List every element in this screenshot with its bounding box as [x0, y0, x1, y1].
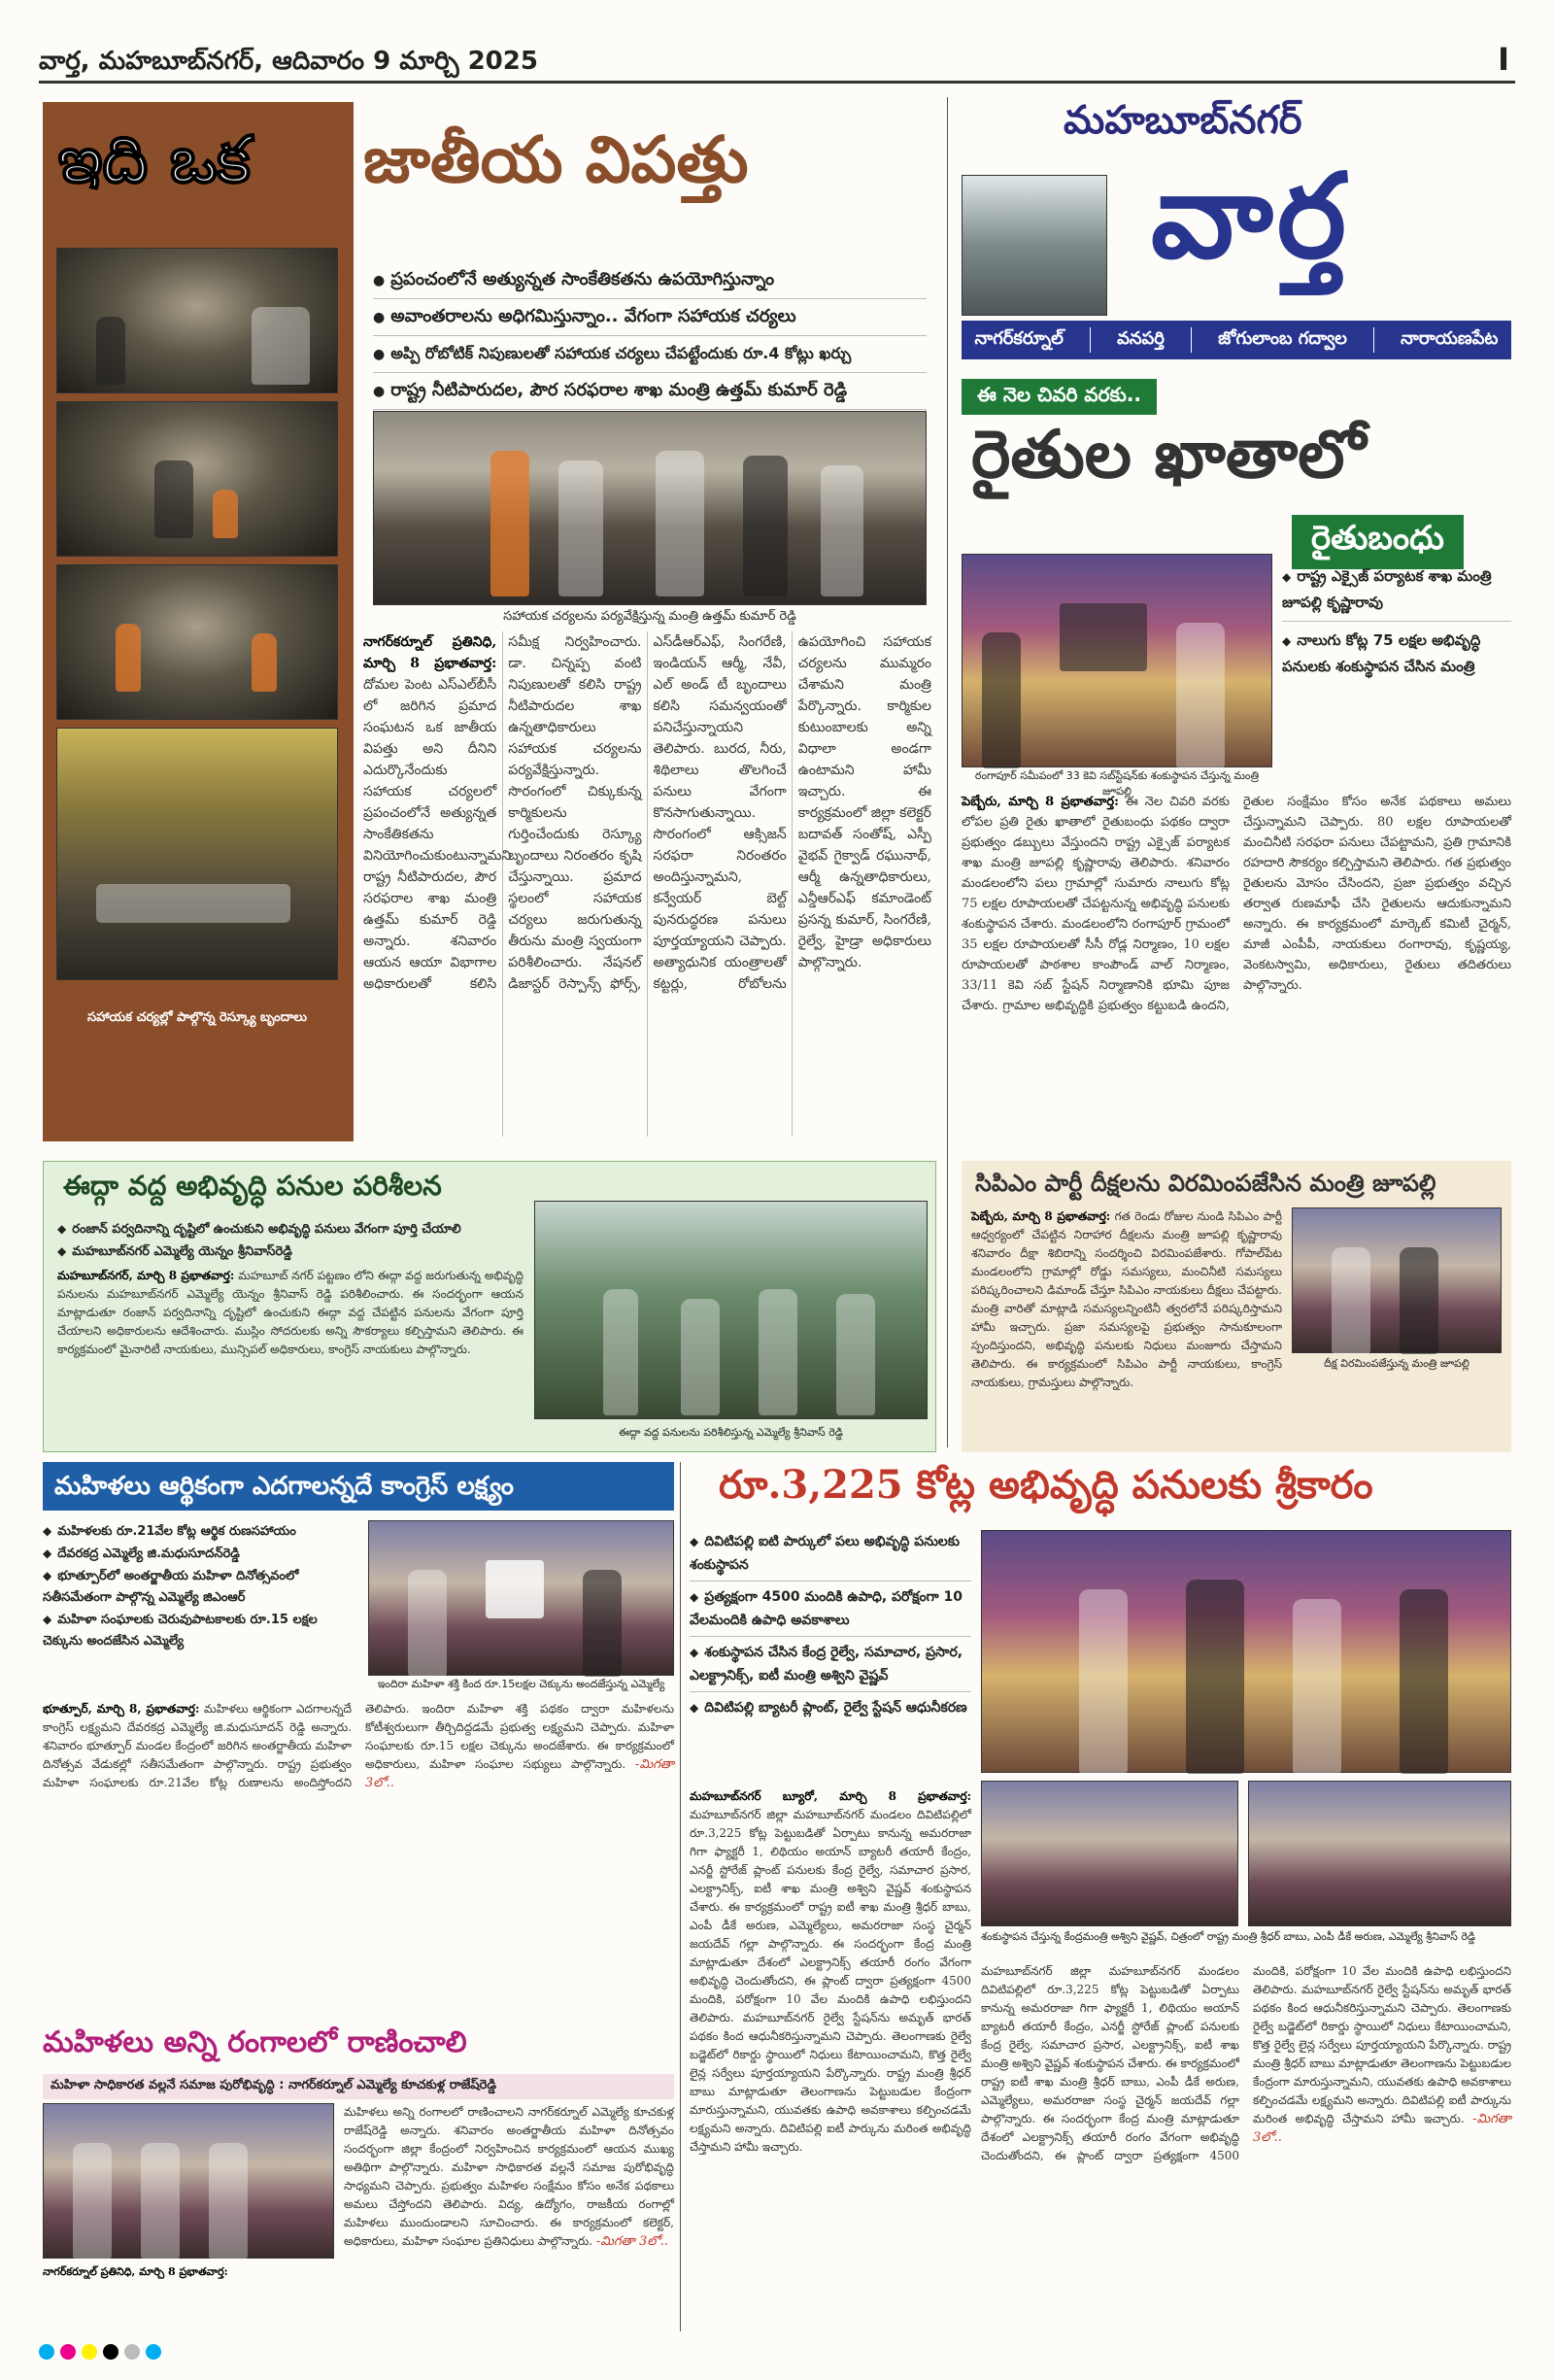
lead-bullet: ● అవాంతరాలను అధిగమిస్తున్నాం.. వేగంగా సహాయక చర్యలు: [373, 299, 927, 336]
women2-body: [43, 2263, 334, 2331]
cpm-photo-caption: దీక్ష విరమింపజేస్తున్న మంత్రి జూపల్లి: [1324, 1357, 1470, 1370]
tunnel-photo-3: [56, 564, 338, 720]
cpm-headline: సిపిఎం పార్టీ దీక్షలను విరమింపజేసిన మంత్రి జూపల్లి: [975, 1169, 1436, 1197]
women-headline: మహిళలు ఆర్థికంగా ఎదగాలన్నదే కాంగ్రెస్ లక్ష్యం: [43, 1462, 674, 1511]
rail-bullet: ◆ దివిటిపల్లి ఐటి పార్కులో పలు అభివృద్ధి పనులకు శంకుస్థాపన: [690, 1530, 971, 1581]
rail-sub-photo-1: [981, 1781, 1238, 1926]
rail-body-right: [981, 1962, 1511, 2327]
lead-story: [43, 102, 936, 1141]
rythu-body-text: ఈ నెల చివరి వరకు లోపల ప్రతి రైతు ఖాతాలో రైతుబంధు పథకం ద్వారా ప్రభుత్వం డబ్బులు వేస్తుందని రాష్ట్ర ఎక్సైజ్ పర్యాటక శాఖ మంత్రి జూపల్లి కృష్ణారావు తెలిపారు. శనివారం మండలంలోని పలు గ్రామాల్లో సుమారు నాలుగు కోట్ల 75 లక్షల రూపాయలతో చేపట్టనున్న అభివృద్ధి పనులకు శంకుస్థాపన చేశారు. మండలంలోని రంగాపూర్ గ్రామంలో 35 లక్షల రూపాయలతో సీసీ రోడ్ల నిర్మాణం, 10 లక్షల రూపాయలతో పాఠశాల కాంపౌండ్ వాల్ నిర్మాణం, 33/11 కెవి సబ్ స్టేషన్ నిర్మాణానికి భూమి పూజ చేశారు. గ్రామాల అభివృద్ధికి ప్రభుత్వం కట్టుబడి ఉందని, రైతుల సంక్షేమం కోసం అనేక పథకాలు అమలు చేస్తున్నామని చెప్పారు. 80 లక్షల రూపాయలతో మంచినీటి సరఫరా పనులు చేపట్టామని, ప్రతి గ్రామానికి రహదారి సౌకర్యం కల్పిస్తామని తెలిపారు. గత ప్రభుత్వం రైతులను మోసం చేసిందని, ప్రజా ప్రభుత్వం వచ్చిన తర్వాత రుణమాఫీ చేసి రైతులను ఆదుకున్నామని అన్నారు. ఈ కార్యక్రమంలో మార్కెట్ కమిటీ చైర్మన్, మాజీ ఎంపీపీ, నాయకులు రంగారావు, కృష్ణయ్య, వెంకటస్వామి, అధికారులు, రైతులు తదితరులు పాల్గొన్నారు.: [962, 795, 1511, 1013]
rythu-bullets: [1282, 563, 1511, 679]
women2-headline: మహిళలు అన్ని రంగాలలో రాణించాలి: [43, 2025, 467, 2059]
women2-body-cols: [344, 2103, 674, 2331]
women-photo-caption: ఇందిరా మహిళా శక్తి కింద రూ.15లక్షల చెక్కును అందజేస్తున్న ఎమ్మెల్యే: [377, 1678, 665, 1690]
eidgah-photo-caption: ఈద్గా వద్ద పనులను పరిశీలిస్తున్న ఎమ్మెల్యే శ్రీనివాస్ రెడ్డి: [619, 1426, 843, 1439]
lead-photo-caption: సహాయక చర్యలను పర్యవేక్షిస్తున్న మంత్రి ఉత్తమ్ కుమార్ రెడ్డి: [503, 609, 796, 624]
dam-photo: [962, 175, 1107, 316]
rail-main-photo: [981, 1530, 1511, 1773]
rail-bullets: [690, 1530, 971, 1719]
eidgah-body-text: మహబూబ్ నగర్ పట్టణం లోని ఈద్గా వద్ద జరుగుతున్న అభివృద్ధి పనులను మహబూబ్‌నగర్ ఎమ్మెల్యే యెన్నం శ్రీనివాస్ రెడ్డి పరిశీలించారు. ఈ సందర్భంగా ఆయన మాట్లాడుతూ రంజాన్ పర్వదినాన్ని దృష్టిలో ఉంచుకుని ఈద్గా వద్ద చేపట్టిన పనులను వేగంగా పూర్తి చేయాలని అధికారులను ఆదేశించారు. ముస్లిం సోదరులకు అన్ని సౌకర్యాలు కల్పిస్తామని తెలిపారు. ఈ కార్యక్రమంలో మైనారిటీ నాయకులు, మున్సిపల్ అధికారులు, కాంగ్రెస్ నాయకులు పాల్గొన్నారు.: [57, 1269, 524, 1356]
district-item: నాగర్‌కర్నూల్: [974, 327, 1064, 349]
women2-sub: మహిళా సాధికారత వల్లనే సమాజ పురోభివృద్ధి : నాగర్‌కర్నూల్ ఎమ్మెల్యే కూచకుళ్ల రాజేష్‌రెడ్డి: [43, 2074, 674, 2099]
rythu-bullet: ◆ రాష్ట్ర ఎక్సైజ్ పర్యాటక శాఖ మంత్రి జూపల్లి కృష్ణారావు: [1282, 563, 1511, 622]
eidgah-bullet: ◆ రంజాన్ పర్వదినాన్ని దృష్టిలో ఉంచుకుని అభివృద్ధి పనులు వేగంగా పూర్తి చేయాలి: [57, 1218, 524, 1241]
lead-main-photo: [373, 411, 927, 605]
lead-body: [363, 631, 931, 1137]
divider: [680, 1462, 681, 2331]
rail-body-left: [690, 1787, 971, 2327]
women-more: -మిగతా 3లో..: [365, 1757, 674, 1790]
rythu-story: [962, 379, 1511, 1146]
rail-photo-caption: శంకుస్థాపన చేస్తున్న కేంద్రమంత్రి అశ్విని వైష్ణవ్, చిత్రంలో రాష్ట్ర మంత్రి శ్రీధర్ బాబు, ఎంపీ డీకే అరుణ, ఎమ్మెల్యే శ్రీనివాస్ రెడ్డి: [981, 1930, 1475, 1943]
rail-bullet: ◆ దివిటిపల్లి బ్యాటరీ ప్లాంట్, రైల్వే స్టేషన్ ఆధునీకరణ: [690, 1696, 971, 1719]
left-photo-caption: సహాయక చర్యల్లో పాల్గొన్న రెస్క్యూ బృందాలు: [87, 1010, 307, 1025]
lead-bullet: ● అప్పి రోబోటిక్ నిపుణులతో సహాయక చర్యలు చేపట్టేందుకు రూ.4 కోట్లు ఖర్చు: [373, 336, 927, 373]
eidgah-box: [43, 1161, 936, 1452]
rail-body-text: మహబూబ్‌నగర్ జిల్లా మహబూబ్‌నగర్ మండలం దివిటిపల్లిలో రూ.3,225 కోట్ల పెట్టుబడితో ఏర్పాటు కానున్న అమరరాజా గిగా ఫ్యాక్టరీ 1, లిథియం అయాన్ బ్యాటరీ తయారీ కేంద్రం, ఎనర్జీ స్టోరేజ్ ప్లాంట్ పనులకు కేంద్ర రైల్వే, సమాచార ప్రసార, ఎలక్ట్రానిక్స్, ఐటీ శాఖ మంత్రి అశ్విని వైష్ణవ్ శంకుస్థాపన చేశారు. ఈ కార్యక్రమంలో రాష్ట్ర ఐటీ శాఖ మంత్రి శ్రీధర్ బాబు, ఎంపీ డీకే అరుణ, ఎమ్మెల్యేలు, అమరరాజా సంస్థ చైర్మన్ జయదేవ్ గల్లా పాల్గొన్నారు. ఈ సందర్భంగా కేంద్ర మంత్రి మాట్లాడుతూ దేశంలో ఎలక్ట్రానిక్స్ తయారీ రంగం వేగంగా అభివృద్ధి చెందుతోందని, ఈ ప్లాంట్ ద్వారా ప్రత్యక్షంగా 4500 మందికి, పరోక్షంగా 10 వేల మందికి ఉపాధి లభిస్తుందని తెలిపారు. మహబూబ్‌నగర్ రైల్వే స్టేషన్‌ను అమృత్ భారత్ పథకం కింద ఆధునీకరిస్తున్నామని చెప్పారు. తెలంగాణకు రైల్వే బడ్జెట్‌లో రికార్డు స్థాయిలో నిధులు కేటాయించామని, కొత్త రైల్వే లైన్ల సర్వేలు పూర్తయ్యాయని పేర్కొన్నారు. రాష్ట్ర మంత్రి శ్రీధర్ బాబు మాట్లాడుతూ తెలంగాణను పెట్టుబడుల కేంద్రంగా మారుస్తున్నామని, యువతకు ఉపాధి అవకాశాలు కల్పించడమే లక్ష్యమని అన్నారు. దివిటిపల్లి ఐటీ పార్కును మరింత అభివృద్ధి చేస్తామని హామీ ఇచ్చారు.: [690, 1808, 971, 2154]
tunnel-photo-2: [56, 401, 338, 557]
rythu-photo: [962, 554, 1272, 767]
rythu-headline: రైతుల ఖాతాలో: [971, 416, 1367, 493]
women2-story: [43, 2025, 674, 2331]
women2-byline: నాగర్‌కర్నూల్ ప్రతినిధి, మార్చి 8 ప్రభాతవార్త:: [43, 2265, 228, 2278]
women-bullet: ◆ మహిళా సంఘాలకు చెరువుపాటకాలకు రూ.15 లక్షల చెక్కును అందజేసిన ఎమ్మెల్యే: [43, 1609, 354, 1652]
eidgah-photo: [534, 1201, 928, 1419]
women-story: [43, 1462, 674, 2016]
lead-body-text: దోమల పెంట ఎస్ఎల్‌బీసీ లో జరిగిన ప్రమాద సంఘటన ఒక జాతీయ విపత్తు అని దీనిని ఎదుర్కొనేందుకు సహాయక చర్యలలో ప్రపంచంలోనే అత్యున్నత సాంకేతికతను వినియోగించుకుంటున్నామని రాష్ట్ర నీటిపారుదల, పౌర సరఫరాల శాఖ మంత్రి ఉత్తమ్ కుమార్ రెడ్డి అన్నారు. శనివారం ఆయన ఆయా విభాగాల అధికారులతో కలిసి సమీక్ష నిర్వహించారు. డా. చిన్నప్ప వంటి నిపుణులతో కలిసి రాష్ట్ర నీటిపారుదల శాఖ ఉన్నతాధికారులు సహాయక చర్యలను పర్యవేక్షిస్తున్నారు. సొరంగంలో చిక్కుకున్న కార్మికులను గుర్తించేందుకు రెస్క్యూ బృందాలు నిరంతరం కృషి చేస్తున్నాయి. ప్రమాద స్థలంలో సహాయక చర్యలు జరుగుతున్న తీరును మంత్రి స్వయంగా పరిశీలించారు. నేషనల్ డిజాస్టర్ రెస్పాన్స్ ఫోర్స్, ఎస్‌డీఆర్ఎఫ్, సింగరేణి, ఇండియన్ ఆర్మీ, నేవీ, ఎల్ అండ్ టీ బృందాలు కలిసి సమన్వయంతో పనిచేస్తున్నాయని తెలిపారు. బురద, నీరు, శిథిలాలు తొలగించే పనులు వేగంగా కొనసాగుతున్నాయి. సొరంగంలో ఆక్సిజన్ సరఫరా నిరంతరం అందిస్తున్నామని, కన్వేయర్ బెల్ట్ పునరుద్ధరణ పనులు పూర్తయ్యాయని చెప్పారు. అత్యాధునిక యంత్రాలతో కట్టర్లు, రోబోలను ఉపయోగించి సహాయక చర్యలను ముమ్మరం చేశామని మంత్రి పేర్కొన్నారు. కార్మికుల కుటుంబాలకు అన్ని విధాలా అండగా ఉంటామని హామీ ఇచ్చారు. ఈ కార్యక్రమంలో జిల్లా కలెక్టర్ బదావత్ సంతోష్, ఎస్పీ వైభవ్ గైక్వాడ్ రఘునాథ్, ఆర్మీ ఉన్నతాధికారులు, ఎన్డీఆర్ఎఫ్ కమాండెంట్ ప్రసన్న కుమార్, సింగరేణి, రైల్వే, హైడ్రా అధికారులు పాల్గొన్నారు.: [363, 634, 931, 992]
dateline: వార్త, మహబూబ్‌నగర్, ఆదివారం 9 మార్చి 2025: [39, 47, 538, 76]
women-bullet: ◆ మహిళలకు రూ.21వేల కోట్ల ఆర్థిక రుణసహాయం: [43, 1520, 354, 1543]
district-item: నారాయణపేట: [1401, 327, 1499, 349]
masthead: [962, 97, 1511, 361]
district-item: వనపర్తి: [1117, 327, 1165, 349]
cpm-body-text: గత రెండు రోజుల నుండి సిపిఎం పార్టీ ఆధ్వర్యంలో చేపట్టిన నిరాహార దీక్షలను మంత్రి జూపల్లి కృష్ణారావు శనివారం దీక్షా శిబిరాన్ని సందర్శించి విరమింపజేశారు. గోపాల్‌పేట మండలంలోని గ్రామాల్లో రోడ్డు సమస్యలు, మంచినీటి సమస్యలు పరిష్కరించాలని డిమాండ్ చేస్తూ సిపిఎం నాయకులు దీక్షలు చేపట్టారు. మంత్రి వారితో మాట్లాడి సమస్యలన్నింటినీ త్వరలోనే పరిష్కరిస్తామని హామీ ఇచ్చారు. ప్రజా సమస్యలపై ప్రభుత్వం సానుకూలంగా స్పందిస్తుందని, అభివృద్ధి పనులకు నిధులు మంజూరు చేస్తామని తెలిపారు. ఈ కార్యక్రమంలో సిపిఎం పార్టీ నాయకులు, కాంగ్రెస్ నాయకులు, గ్రామస్తులు పాల్గొన్నారు.: [971, 1209, 1282, 1389]
lead-byline: నాగర్‌కర్నూల్ ప్రతినిధి, మార్చి 8 ప్రభాతవార్త:: [363, 634, 497, 671]
cpm-box: [962, 1161, 1511, 1452]
women2-photo: [43, 2103, 334, 2259]
lead-bullets: [373, 262, 927, 410]
registration-marks: [39, 2341, 1515, 2361]
eidgah-byline: మహబూబ్‌నగర్, మార్చి 8 ప్రభాతవార్త:: [57, 1269, 235, 1282]
rythu-tag: రైతుబంధు: [1292, 515, 1464, 569]
lead-headline-part1: ఇది ఒక: [58, 121, 251, 197]
women-body: [43, 1700, 674, 1987]
women-bullets: [43, 1520, 354, 1652]
cpm-byline: పెబ్బేరు, మార్చి 8 ప్రభాతవార్త:: [971, 1209, 1111, 1223]
rythu-bullet: ◆ నాలుగు కోట్ల 75 లక్షల అభివృద్ధి పనులకు శంకుస్థాపన చేసిన మంత్రి: [1282, 628, 1511, 679]
lead-bullet: ● ప్రపంచంలోనే అత్యున్నత సాంకేతికతను ఉపయోగిస్తున్నాం: [373, 262, 927, 299]
divider: [947, 97, 948, 1447]
cpm-photo: [1292, 1207, 1502, 1353]
masthead-city: మహబూబ్‌నగర్: [1064, 97, 1302, 143]
district-strip: [962, 321, 1511, 359]
rail-headline: రూ.3,225 కోట్ల అభివృద్ధి పనులకు శ్రీకారం: [719, 1462, 1373, 1508]
rythu-byline: పెబ్బేరు, మార్చి 8 ప్రభాతవార్త:: [962, 795, 1119, 809]
eidgah-bullets: [57, 1218, 524, 1263]
rythu-photo-caption: రంగాపూర్ సమీపంలో 33 కెవి సబ్‌స్టేషన్‌కు శంకుస్థాపన చేస్తున్న మంత్రి జూపల్లి: [974, 769, 1260, 798]
tunnel-photo-1: [56, 248, 338, 393]
women-photo: [368, 1520, 674, 1676]
page-header: [39, 39, 1515, 84]
eidgah-body: [57, 1267, 524, 1442]
rail-bullet: ◆ శంకుస్థాపన చేసిన కేంద్ర రైల్వే, సమాచార, ప్రసార, ఎలక్ట్రానిక్స్, ఐటీ మంత్రి అశ్విని వైష్ణవ్: [690, 1641, 971, 1692]
rail-sub-photo-2: [1248, 1781, 1511, 1926]
women-byline: భూత్పూర్, మార్చి 8, ప్రభాతవార్త:: [43, 1702, 200, 1716]
tunnel-photo-4: [56, 728, 338, 980]
rail-more: -మిగతా 3లో..: [1253, 2112, 1511, 2145]
eidgah-bullet: ◆ మహబూబ్‌నగర్ ఎమ్మెల్యే యెన్నం శ్రీనివాస్‌రెడ్డి: [57, 1241, 524, 1263]
district-item: జోగులాంబ గద్వాల: [1218, 327, 1347, 349]
rail-story: [690, 1462, 1511, 2331]
cpm-body: [971, 1207, 1282, 1389]
rail-byline: మహబూబ్‌నగర్ బ్యూరో, మార్చి 8 ప్రభాతవార్త:: [690, 1789, 971, 1803]
women2-body-text: మహిళలు అన్ని రంగాలలో రాణించాలని నాగర్‌కర్నూల్ ఎమ్మెల్యే కూచకుళ్ల రాజేష్‌రెడ్డి అన్నారు. శనివారం అంతర్జాతీయ మహిళా దినోత్సవం సందర్భంగా జిల్లా కేంద్రంలో నిర్వహించిన కార్యక్రమంలో ఆయన ముఖ్య అతిథిగా పాల్గొన్నారు. మహిళా సాధికారత వల్లనే సమాజ పురోభివృద్ధి సాధ్యమని చెప్పారు. ప్రభుత్వం మహిళల సంక్షేమం కోసం అనేక పథకాలు అమలు చేస్తోందని తెలిపారు. విద్య, ఉద్యోగం, రాజకీయ రంగాల్లో మహిళలు ముందుండాలని సూచించారు. ఈ కార్యక్రమంలో కలెక్టర్, అధికారులు, మహిళా సంఘాల ప్రతినిధులు పాల్గొన్నారు.: [344, 2105, 674, 2248]
page-number: I: [1498, 41, 1509, 78]
rail-body-text-cont: మహబూబ్‌నగర్ జిల్లా మహబూబ్‌నగర్ మండలం దివిటిపల్లిలో రూ.3,225 కోట్ల పెట్టుబడితో ఏర్పాటు కానున్న అమరరాజా గిగా ఫ్యాక్టరీ 1, లిథియం అయాన్ బ్యాటరీ తయారీ కేంద్రం, ఎనర్జీ స్టోరేజ్ ప్లాంట్ పనులకు కేంద్ర రైల్వే, సమాచార ప్రసార, ఎలక్ట్రానిక్స్, ఐటీ శాఖ మంత్రి అశ్విని వైష్ణవ్ శంకుస్థాపన చేశారు. ఈ కార్యక్రమంలో రాష్ట్ర ఐటీ శాఖ మంత్రి శ్రీధర్ బాబు, ఎంపీ డీకే అరుణ, ఎమ్మెల్యేలు, అమరరాజా సంస్థ చైర్మన్ జయదేవ్ గల్లా పాల్గొన్నారు. ఈ సందర్భంగా కేంద్ర మంత్రి మాట్లాడుతూ దేశంలో ఎలక్ట్రానిక్స్ తయారీ రంగం వేగంగా అభివృద్ధి చెందుతోందని, ఈ ప్లాంట్ ద్వారా ప్రత్యక్షంగా 4500 మందికి, పరోక్షంగా 10 వేల మందికి ఉపాధి లభిస్తుందని తెలిపారు. మహబూబ్‌నగర్ రైల్వే స్టేషన్‌ను అమృత్ భారత్ పథకం కింద ఆధునీకరిస్తున్నామని చెప్పారు. తెలంగాణకు రైల్వే బడ్జెట్‌లో రికార్డు స్థాయిలో నిధులు కేటాయించామని, కొత్త రైల్వే లైన్ల సర్వేలు పూర్తయ్యాయని పేర్కొన్నారు. రాష్ట్ర మంత్రి శ్రీధర్ బాబు మాట్లాడుతూ తెలంగాణను పెట్టుబడుల కేంద్రంగా మారుస్తున్నామని, యువతకు ఉపాధి అవకాశాలు కల్పించడమే లక్ష్యమని అన్నారు. దివిటిపల్లి ఐటీ పార్కును మరింత అభివృద్ధి చేస్తామని హామీ ఇచ్చారు.: [981, 1964, 1511, 2162]
rail-bullet: ◆ ప్రత్యక్షంగా 4500 మందికి ఉపాధి, పరోక్షంగా 10 వేలమందికి ఉపాధి అవకాశాలు: [690, 1585, 971, 1637]
lead-bullet: ● రాష్ట్ర నీటిపారుదల, పౌర సరఫరాల శాఖ మంత్రి ఉత్తమ్ కుమార్ రెడ్డి: [373, 373, 927, 410]
women-bullet: ◆ దేవరకద్ర ఎమ్మెల్యే జి.మధుసూదన్‌రెడ్డి: [43, 1543, 354, 1565]
masthead-brand: వార్త: [1151, 148, 1350, 285]
eidgah-headline: ఈద్గా వద్ద అభివృద్ధి పనుల పరిశీలన: [63, 1170, 442, 1202]
rythu-body: [962, 792, 1511, 1137]
women2-more: -మిగతా 3లో..: [595, 2234, 668, 2249]
lead-headline-part2: జాతీయ విపత్తు: [363, 121, 749, 197]
women-body-text: మహిళలు ఆర్థికంగా ఎదగాలన్నదే కాంగ్రెస్ లక్ష్యమని దేవరకద్ర ఎమ్మెల్యే జి.మధుసూదన్ రెడ్డి అన్నారు. శనివారం భూత్పూర్ మండల కేంద్రంలో జరిగిన అంతర్జాతీయ మహిళా దినోత్సవ వేడుకల్లో సతీసమేతంగా పాల్గొన్నారు. రాష్ట్ర ప్రభుత్వం మహిళా సంఘాలకు రూ.21వేల కోట్ల రుణాలను అందిస్తోందని తెలిపారు. ఇందిరా మహిళా శక్తి పథకం ద్వారా మహిళలను కోటీశ్వరులుగా తీర్చిదిద్దడమే ప్రభుత్వ లక్ష్యమని చెప్పారు. మహిళా సంఘాలకు రూ.15 లక్షల చెక్కును అందజేశారు. ఈ కార్యక్రమంలో అధికారులు, మహిళా సంఘాల సభ్యులు పాల్గొన్నారు.: [43, 1702, 674, 1789]
women-bullet: ◆ భూత్పూర్‌లో అంతర్జాతీయ మహిళా దినోత్సవంలో సతీసమేతంగా పాల్గొన్న ఎమ్మెల్యే జిఎంఆర్: [43, 1565, 354, 1609]
rythu-kicker: ఈ నెల చివరి వరకు..: [962, 379, 1157, 415]
